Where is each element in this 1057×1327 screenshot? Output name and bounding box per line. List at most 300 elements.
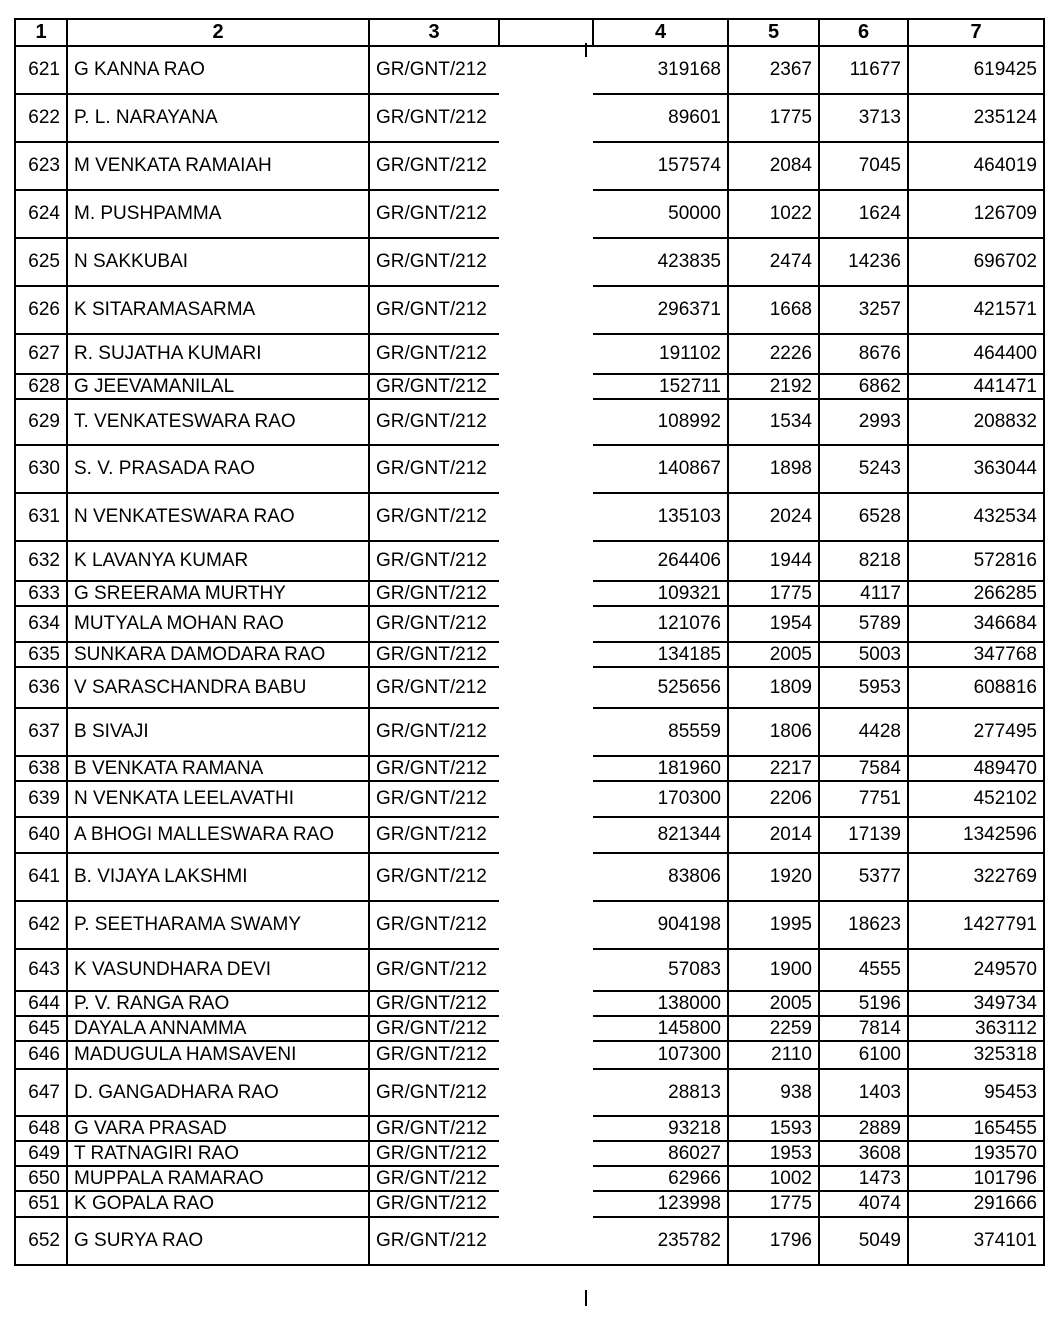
cell-spacer — [499, 1217, 593, 1265]
cell-value-4: 157574 — [593, 142, 728, 190]
cell-value-6: 5049 — [819, 1217, 908, 1265]
cell-value-4: 319168 — [593, 46, 728, 94]
cell-value-6: 3257 — [819, 286, 908, 334]
cell-value-6: 7584 — [819, 756, 908, 781]
cell-value-4: 181960 — [593, 756, 728, 781]
column-header-4: 4 — [593, 19, 728, 46]
cell-code: GR/GNT/212 — [369, 667, 499, 708]
cell-value-5: 2024 — [728, 493, 819, 541]
cell-value-7: 101796 — [908, 1166, 1044, 1191]
cell-name: DAYALA ANNAMMA — [67, 1016, 369, 1041]
cell-value-4: 89601 — [593, 94, 728, 142]
cell-spacer — [499, 190, 593, 238]
table-row — [15, 1217, 1044, 1265]
cell-serial-number: 629 — [15, 399, 67, 445]
cell-value-7: 249570 — [908, 949, 1044, 991]
cell-code: GR/GNT/212 — [369, 46, 499, 94]
table-row — [15, 991, 1044, 1016]
cell-serial-number: 645 — [15, 1016, 67, 1041]
cell-spacer — [499, 1166, 593, 1191]
cell-value-4: 140867 — [593, 445, 728, 493]
table-row — [15, 445, 1044, 493]
table-row — [15, 1116, 1044, 1141]
cell-value-5: 1022 — [728, 190, 819, 238]
cell-serial-number: 624 — [15, 190, 67, 238]
cell-spacer — [499, 493, 593, 541]
cell-value-4: 145800 — [593, 1016, 728, 1041]
cell-value-4: 86027 — [593, 1141, 728, 1166]
cell-code: GR/GNT/212 — [369, 1166, 499, 1191]
cell-value-4: 904198 — [593, 901, 728, 949]
cell-spacer — [499, 901, 593, 949]
cell-value-4: 57083 — [593, 949, 728, 991]
cell-spacer — [499, 581, 593, 606]
cell-value-4: 109321 — [593, 581, 728, 606]
cell-value-5: 2110 — [728, 1041, 819, 1069]
cell-name: P. SEETHARAMA SWAMY — [67, 901, 369, 949]
cell-name: MUPPALA RAMARAO — [67, 1166, 369, 1191]
cell-value-6: 7045 — [819, 142, 908, 190]
cell-serial-number: 638 — [15, 756, 67, 781]
cell-value-6: 1473 — [819, 1166, 908, 1191]
cell-code: GR/GNT/212 — [369, 493, 499, 541]
cell-code: GR/GNT/212 — [369, 1116, 499, 1141]
cell-value-6: 4117 — [819, 581, 908, 606]
cell-value-7: 193570 — [908, 1141, 1044, 1166]
cell-value-5: 2226 — [728, 334, 819, 374]
cell-value-6: 5789 — [819, 606, 908, 642]
column-divider-stub-bottom — [585, 1290, 587, 1306]
cell-name: P. L. NARAYANA — [67, 94, 369, 142]
cell-spacer — [499, 445, 593, 493]
cell-serial-number: 649 — [15, 1141, 67, 1166]
cell-value-7: 363044 — [908, 445, 1044, 493]
cell-value-6: 4074 — [819, 1191, 908, 1217]
cell-name: M. PUSHPAMMA — [67, 190, 369, 238]
cell-serial-number: 632 — [15, 541, 67, 581]
cell-value-5: 938 — [728, 1069, 819, 1116]
table-row — [15, 667, 1044, 708]
cell-serial-number: 646 — [15, 1041, 67, 1069]
cell-spacer — [499, 708, 593, 756]
cell-value-4: 525656 — [593, 667, 728, 708]
table-row — [15, 94, 1044, 142]
cell-name: B. VIJAYA LAKSHMI — [67, 853, 369, 901]
cell-code: GR/GNT/212 — [369, 756, 499, 781]
cell-code: GR/GNT/212 — [369, 238, 499, 286]
cell-spacer — [499, 991, 593, 1016]
cell-value-4: 821344 — [593, 817, 728, 853]
cell-name: SUNKARA DAMODARA RAO — [67, 642, 369, 667]
cell-serial-number: 631 — [15, 493, 67, 541]
cell-value-4: 121076 — [593, 606, 728, 642]
cell-value-7: 464019 — [908, 142, 1044, 190]
cell-name: D. GANGADHARA RAO — [67, 1069, 369, 1116]
cell-value-4: 138000 — [593, 991, 728, 1016]
cell-code: GR/GNT/212 — [369, 853, 499, 901]
cell-value-7: 266285 — [908, 581, 1044, 606]
cell-serial-number: 641 — [15, 853, 67, 901]
table-row — [15, 142, 1044, 190]
cell-value-4: 108992 — [593, 399, 728, 445]
cell-serial-number: 630 — [15, 445, 67, 493]
cell-code: GR/GNT/212 — [369, 781, 499, 817]
cell-serial-number: 637 — [15, 708, 67, 756]
cell-serial-number: 644 — [15, 991, 67, 1016]
cell-value-7: 441471 — [908, 374, 1044, 399]
cell-value-4: 170300 — [593, 781, 728, 817]
cell-value-5: 2005 — [728, 991, 819, 1016]
table-row — [15, 606, 1044, 642]
table-row — [15, 493, 1044, 541]
cell-spacer — [499, 817, 593, 853]
cell-value-4: 85559 — [593, 708, 728, 756]
cell-value-5: 2206 — [728, 781, 819, 817]
table-row — [15, 541, 1044, 581]
cell-name: B SIVAJI — [67, 708, 369, 756]
cell-name: G SREERAMA MURTHY — [67, 581, 369, 606]
cell-value-7: 432534 — [908, 493, 1044, 541]
cell-spacer — [499, 94, 593, 142]
column-header-3: 3 — [369, 19, 499, 46]
cell-code: GR/GNT/212 — [369, 1217, 499, 1265]
cell-value-7: 572816 — [908, 541, 1044, 581]
cell-spacer — [499, 781, 593, 817]
table-row — [15, 238, 1044, 286]
cell-value-4: 107300 — [593, 1041, 728, 1069]
table-row — [15, 1041, 1044, 1069]
cell-serial-number: 652 — [15, 1217, 67, 1265]
cell-value-5: 2217 — [728, 756, 819, 781]
cell-serial-number: 635 — [15, 642, 67, 667]
cell-value-7: 291666 — [908, 1191, 1044, 1217]
cell-serial-number: 626 — [15, 286, 67, 334]
table-row — [15, 817, 1044, 853]
cell-code: GR/GNT/212 — [369, 190, 499, 238]
cell-code: GR/GNT/212 — [369, 142, 499, 190]
cell-name: S. V. PRASADA RAO — [67, 445, 369, 493]
table-row — [15, 708, 1044, 756]
cell-spacer — [499, 756, 593, 781]
cell-serial-number: 650 — [15, 1166, 67, 1191]
cell-value-6: 1403 — [819, 1069, 908, 1116]
cell-value-5: 2084 — [728, 142, 819, 190]
cell-value-4: 83806 — [593, 853, 728, 901]
cell-serial-number: 651 — [15, 1191, 67, 1217]
cell-value-5: 1898 — [728, 445, 819, 493]
table-row — [15, 901, 1044, 949]
cell-value-5: 1944 — [728, 541, 819, 581]
cell-value-6: 4428 — [819, 708, 908, 756]
cell-value-5: 1796 — [728, 1217, 819, 1265]
cell-serial-number: 643 — [15, 949, 67, 991]
cell-name: N VENKATESWARA RAO — [67, 493, 369, 541]
cell-value-5: 2192 — [728, 374, 819, 399]
column-header-spacer — [499, 19, 593, 46]
cell-value-7: 1342596 — [908, 817, 1044, 853]
cell-spacer — [499, 1041, 593, 1069]
cell-value-5: 2014 — [728, 817, 819, 853]
cell-value-5: 1775 — [728, 94, 819, 142]
cell-value-5: 1953 — [728, 1141, 819, 1166]
cell-code: GR/GNT/212 — [369, 581, 499, 606]
cell-value-7: 322769 — [908, 853, 1044, 901]
cell-code: GR/GNT/212 — [369, 399, 499, 445]
cell-name: K SITARAMASARMA — [67, 286, 369, 334]
cell-name: K VASUNDHARA DEVI — [67, 949, 369, 991]
table-row — [15, 781, 1044, 817]
cell-value-5: 2474 — [728, 238, 819, 286]
cell-code: GR/GNT/212 — [369, 708, 499, 756]
cell-value-7: 235124 — [908, 94, 1044, 142]
cell-name: N SAKKUBAI — [67, 238, 369, 286]
cell-value-6: 5953 — [819, 667, 908, 708]
cell-value-6: 3608 — [819, 1141, 908, 1166]
cell-spacer — [499, 1016, 593, 1041]
cell-value-6: 6528 — [819, 493, 908, 541]
cell-value-4: 191102 — [593, 334, 728, 374]
cell-code: GR/GNT/212 — [369, 949, 499, 991]
column-header-7: 7 — [908, 19, 1044, 46]
cell-value-4: 423835 — [593, 238, 728, 286]
cell-value-7: 347768 — [908, 642, 1044, 667]
cell-value-6: 7814 — [819, 1016, 908, 1041]
cell-code: GR/GNT/212 — [369, 1141, 499, 1166]
cell-value-6: 4555 — [819, 949, 908, 991]
cell-spacer — [499, 853, 593, 901]
cell-value-7: 696702 — [908, 238, 1044, 286]
cell-spacer — [499, 374, 593, 399]
cell-spacer — [499, 1141, 593, 1166]
cell-spacer — [499, 642, 593, 667]
cell-spacer — [499, 1069, 593, 1116]
cell-value-6: 2993 — [819, 399, 908, 445]
cell-value-5: 1806 — [728, 708, 819, 756]
cell-value-6: 5196 — [819, 991, 908, 1016]
cell-value-6: 18623 — [819, 901, 908, 949]
table-row — [15, 642, 1044, 667]
cell-name: B VENKATA RAMANA — [67, 756, 369, 781]
cell-code: GR/GNT/212 — [369, 817, 499, 853]
cell-code: GR/GNT/212 — [369, 1041, 499, 1069]
header-row — [15, 19, 1044, 46]
cell-name: M VENKATA RAMAIAH — [67, 142, 369, 190]
cell-code: GR/GNT/212 — [369, 1016, 499, 1041]
cell-value-7: 363112 — [908, 1016, 1044, 1041]
table-row — [15, 399, 1044, 445]
cell-spacer — [499, 949, 593, 991]
cell-code: GR/GNT/212 — [369, 1069, 499, 1116]
cell-value-7: 126709 — [908, 190, 1044, 238]
cell-name: MUTYALA MOHAN RAO — [67, 606, 369, 642]
cell-value-4: 134185 — [593, 642, 728, 667]
cell-name: R. SUJATHA KUMARI — [67, 334, 369, 374]
cell-spacer — [499, 606, 593, 642]
cell-value-6: 6100 — [819, 1041, 908, 1069]
table-row — [15, 1191, 1044, 1217]
cell-value-6: 1624 — [819, 190, 908, 238]
cell-value-4: 235782 — [593, 1217, 728, 1265]
cell-code: GR/GNT/212 — [369, 606, 499, 642]
cell-code: GR/GNT/212 — [369, 901, 499, 949]
cell-spacer — [499, 142, 593, 190]
table-header — [15, 19, 1044, 46]
table-row — [15, 46, 1044, 94]
table-body — [15, 46, 1044, 1265]
cell-name: G SURYA RAO — [67, 1217, 369, 1265]
cell-name: G KANNA RAO — [67, 46, 369, 94]
column-header-1: 1 — [15, 19, 67, 46]
cell-spacer — [499, 46, 593, 94]
cell-value-6: 11677 — [819, 46, 908, 94]
cell-value-4: 264406 — [593, 541, 728, 581]
cell-value-5: 1995 — [728, 901, 819, 949]
cell-value-5: 2005 — [728, 642, 819, 667]
cell-value-7: 95453 — [908, 1069, 1044, 1116]
column-header-6: 6 — [819, 19, 908, 46]
table-row — [15, 374, 1044, 399]
cell-value-5: 1809 — [728, 667, 819, 708]
cell-name: MADUGULA HAMSAVENI — [67, 1041, 369, 1069]
cell-code: GR/GNT/212 — [369, 541, 499, 581]
table-row — [15, 286, 1044, 334]
cell-spacer — [499, 1116, 593, 1141]
cell-code: GR/GNT/212 — [369, 1191, 499, 1217]
cell-name: K GOPALA RAO — [67, 1191, 369, 1217]
data-table — [14, 18, 1045, 1266]
cell-value-6: 5377 — [819, 853, 908, 901]
cell-value-5: 1534 — [728, 399, 819, 445]
cell-spacer — [499, 334, 593, 374]
cell-value-4: 28813 — [593, 1069, 728, 1116]
cell-spacer — [499, 238, 593, 286]
table-row — [15, 334, 1044, 374]
cell-name: V SARASCHANDRA BABU — [67, 667, 369, 708]
cell-value-7: 349734 — [908, 991, 1044, 1016]
cell-value-7: 165455 — [908, 1116, 1044, 1141]
cell-value-6: 8676 — [819, 334, 908, 374]
cell-serial-number: 621 — [15, 46, 67, 94]
table-row — [15, 581, 1044, 606]
cell-value-7: 421571 — [908, 286, 1044, 334]
cell-name: A BHOGI MALLESWARA RAO — [67, 817, 369, 853]
cell-value-5: 1775 — [728, 1191, 819, 1217]
cell-serial-number: 625 — [15, 238, 67, 286]
cell-value-5: 1775 — [728, 581, 819, 606]
cell-name: T RATNAGIRI RAO — [67, 1141, 369, 1166]
cell-value-5: 1668 — [728, 286, 819, 334]
cell-serial-number: 623 — [15, 142, 67, 190]
cell-value-6: 8218 — [819, 541, 908, 581]
cell-value-5: 1900 — [728, 949, 819, 991]
cell-value-7: 208832 — [908, 399, 1044, 445]
cell-value-7: 325318 — [908, 1041, 1044, 1069]
cell-value-7: 452102 — [908, 781, 1044, 817]
table-row — [15, 1141, 1044, 1166]
cell-code: GR/GNT/212 — [369, 94, 499, 142]
cell-value-6: 6862 — [819, 374, 908, 399]
cell-serial-number: 647 — [15, 1069, 67, 1116]
cell-serial-number: 634 — [15, 606, 67, 642]
cell-name: P. V. RANGA RAO — [67, 991, 369, 1016]
cell-name: K LAVANYA KUMAR — [67, 541, 369, 581]
table-row — [15, 853, 1044, 901]
cell-value-4: 123998 — [593, 1191, 728, 1217]
cell-serial-number: 636 — [15, 667, 67, 708]
cell-value-6: 5243 — [819, 445, 908, 493]
cell-serial-number: 639 — [15, 781, 67, 817]
cell-code: GR/GNT/212 — [369, 991, 499, 1016]
cell-spacer — [499, 286, 593, 334]
cell-spacer — [499, 541, 593, 581]
cell-value-5: 2259 — [728, 1016, 819, 1041]
cell-value-5: 2367 — [728, 46, 819, 94]
cell-value-7: 277495 — [908, 708, 1044, 756]
cell-value-4: 296371 — [593, 286, 728, 334]
cell-spacer — [499, 1191, 593, 1217]
cell-value-7: 1427791 — [908, 901, 1044, 949]
cell-code: GR/GNT/212 — [369, 334, 499, 374]
cell-serial-number: 622 — [15, 94, 67, 142]
cell-code: GR/GNT/212 — [369, 286, 499, 334]
cell-serial-number: 627 — [15, 334, 67, 374]
cell-value-7: 489470 — [908, 756, 1044, 781]
table-row — [15, 949, 1044, 991]
table-row — [15, 1069, 1044, 1116]
cell-value-5: 1920 — [728, 853, 819, 901]
cell-value-7: 374101 — [908, 1217, 1044, 1265]
cell-value-4: 93218 — [593, 1116, 728, 1141]
cell-name: N VENKATA LEELAVATHI — [67, 781, 369, 817]
column-header-2: 2 — [67, 19, 369, 46]
cell-code: GR/GNT/212 — [369, 642, 499, 667]
cell-value-4: 62966 — [593, 1166, 728, 1191]
cell-value-5: 1002 — [728, 1166, 819, 1191]
cell-spacer — [499, 667, 593, 708]
cell-value-6: 2889 — [819, 1116, 908, 1141]
cell-serial-number: 628 — [15, 374, 67, 399]
cell-name: G VARA PRASAD — [67, 1116, 369, 1141]
cell-serial-number: 642 — [15, 901, 67, 949]
cell-value-6: 17139 — [819, 817, 908, 853]
cell-name: G JEEVAMANILAL — [67, 374, 369, 399]
cell-name: T. VENKATESWARA RAO — [67, 399, 369, 445]
cell-serial-number: 640 — [15, 817, 67, 853]
cell-value-4: 135103 — [593, 493, 728, 541]
cell-value-4: 50000 — [593, 190, 728, 238]
cell-value-5: 1593 — [728, 1116, 819, 1141]
cell-value-6: 14236 — [819, 238, 908, 286]
cell-value-7: 619425 — [908, 46, 1044, 94]
cell-spacer — [499, 399, 593, 445]
cell-serial-number: 648 — [15, 1116, 67, 1141]
table-row — [15, 756, 1044, 781]
cell-value-6: 5003 — [819, 642, 908, 667]
table-row — [15, 190, 1044, 238]
column-divider-stub-top — [585, 43, 587, 57]
cell-serial-number: 633 — [15, 581, 67, 606]
column-header-5: 5 — [728, 19, 819, 46]
cell-value-6: 7751 — [819, 781, 908, 817]
cell-value-5: 1954 — [728, 606, 819, 642]
cell-code: GR/GNT/212 — [369, 445, 499, 493]
cell-value-6: 3713 — [819, 94, 908, 142]
cell-value-4: 152711 — [593, 374, 728, 399]
cell-code: GR/GNT/212 — [369, 374, 499, 399]
table-row — [15, 1166, 1044, 1191]
cell-value-7: 346684 — [908, 606, 1044, 642]
table-row — [15, 1016, 1044, 1041]
